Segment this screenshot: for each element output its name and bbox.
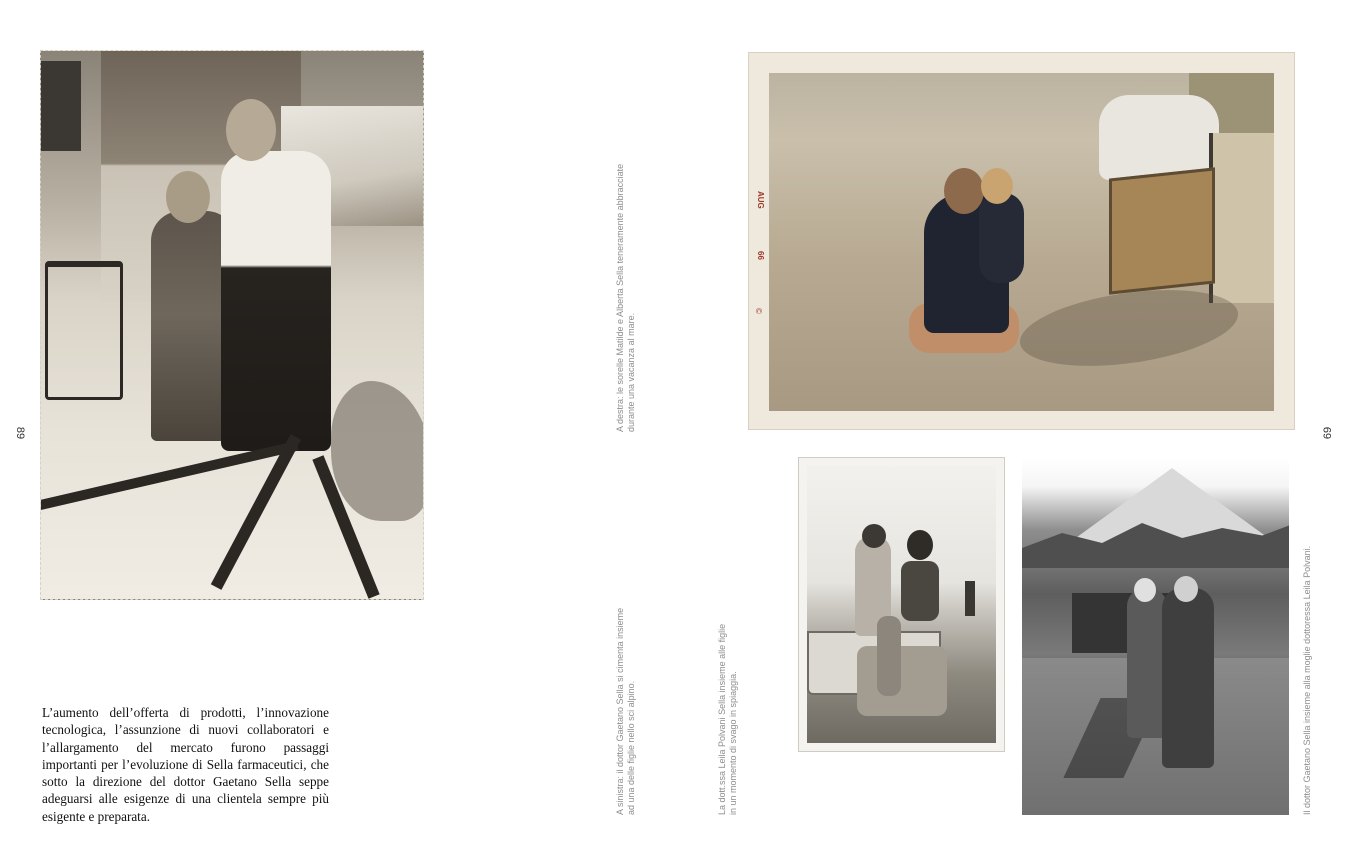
mother-head [862, 524, 886, 548]
shadow [331, 381, 424, 521]
child-figure [877, 616, 901, 696]
caption-line: ad una delle figlie nello sci alpino. [626, 680, 636, 815]
car [1099, 95, 1219, 180]
woman-figure [1127, 588, 1167, 738]
caption-left-photo [615, 608, 637, 815]
daughter-figure [901, 561, 939, 621]
beach-photo-image [769, 73, 1274, 411]
car-side [1209, 133, 1274, 303]
man-head [1174, 576, 1198, 602]
caption-line: in un momento di svago in spiaggia. [728, 671, 738, 815]
younger-sister-figure [979, 193, 1024, 283]
caption-line: A sinistra: il dottor Gaetano Sella si cimenta insieme [615, 607, 625, 815]
photo-stamp-month: AUG [756, 191, 765, 209]
page-number-right: 69 [1322, 426, 1335, 440]
caption-line: La dott.ssa Leila Polvani Sella insieme alle figlie [717, 623, 727, 815]
older-sister-head [944, 168, 984, 214]
page-number-left: 89 [14, 426, 27, 440]
man-head [226, 99, 276, 161]
man-figure [221, 151, 331, 451]
sea-photo [798, 457, 1005, 752]
distant-figure [965, 581, 975, 616]
man-figure [1162, 588, 1214, 768]
caption-line: A destra: le sorelle Matilde e Alberta Sella teneramente abbracciate [615, 163, 625, 432]
sea-photo-image [807, 466, 996, 743]
caption-line: durante una vacanza al mare. [626, 312, 636, 432]
body-text: L’aumento dell’offerta di prodotti, l’innovazione tecnologica, l’assunzione di nuovi collaboratori e l’allargamento del mercato furono passaggi importanti per l’evoluzione di Sella farmaceutici, che sotto la direzione del dottor Gaetano Sella seppe adeguarsi alle esigenze di una clientela sempre più esigente e preparata. [42, 705, 329, 824]
caption-mountain-photo [1302, 546, 1313, 815]
mountain-photo [1022, 458, 1289, 815]
girl-head [166, 171, 210, 223]
shadow [1015, 278, 1243, 378]
photo-stamp-mark: © [754, 308, 763, 314]
caption-line: Il dottor Gaetano Sella insieme alla moglie dottoressa Leila Polvani. [1302, 545, 1312, 815]
daughter-head [907, 530, 933, 560]
younger-sister-head [981, 168, 1013, 204]
ski-photo [40, 50, 424, 600]
chair [45, 261, 123, 400]
photo-stamp-year: 66 [756, 251, 765, 260]
beach-color-photo [748, 52, 1295, 430]
caption-sea-photo [717, 624, 739, 815]
woman-head [1134, 578, 1156, 602]
tree [41, 61, 81, 151]
legs [857, 646, 947, 716]
car-door [1109, 167, 1215, 294]
caption-right-top [615, 164, 637, 432]
